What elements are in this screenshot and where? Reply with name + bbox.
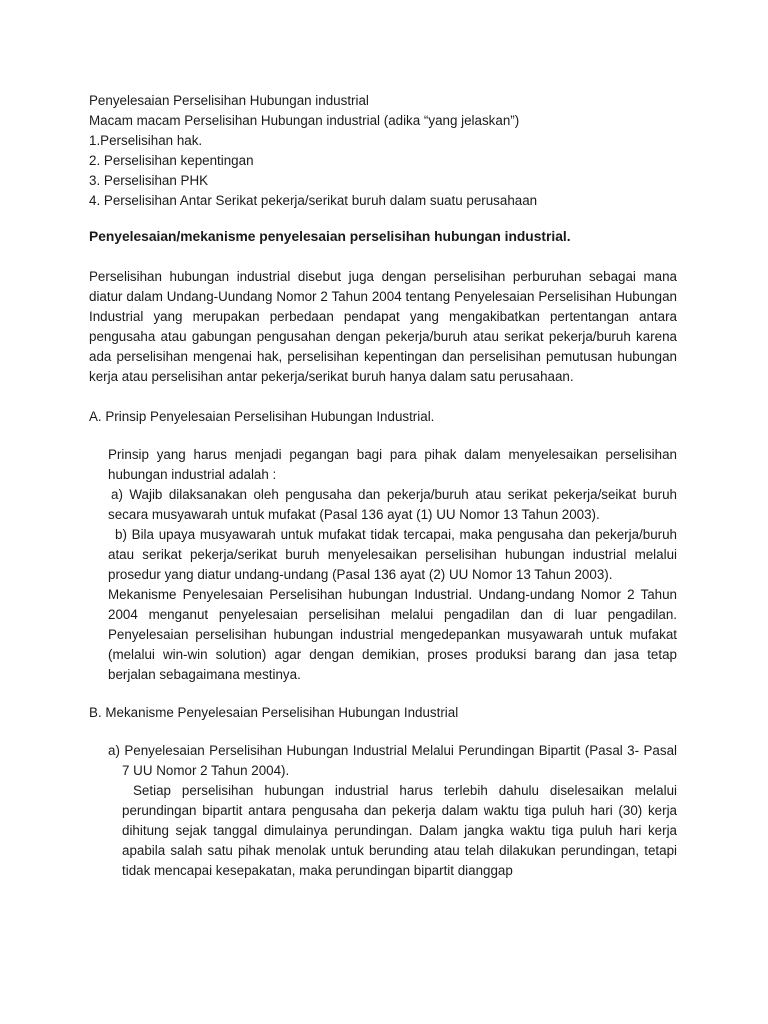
section-a-item-a: a) Wajib dilaksanakan oleh pengusaha dan pekerja/buruh atau serikat pekerja/seikat buruh secara musyawarah untuk mufakat (Pasal 136 ayat (1) UU Nomor 13 Tahun 2003). <box>108 487 677 522</box>
section-b-body <box>108 741 677 881</box>
section-a-intro: Prinsip yang harus menjadi pegangan bagi para pihak dalam menyelesaikan perselisihan hubungan industrial adalah : <box>108 447 677 482</box>
list-item: 2. Perselisihan kepentingan <box>89 153 254 168</box>
document-title: Penyelesaian Perselisihan Hubungan industrial <box>89 93 369 108</box>
section-heading: Penyelesaian/mekanisme penyelesaian perselisihan hubungan industrial. <box>89 229 571 244</box>
section-b-item-a-body: Setiap perselisihan hubungan industrial harus terlebih dahulu diselesaikan melalui perundingan bipartit antara pengusaha dan pekerja dalam waktu tiga puluh hari (30) kerja dihitung sejak tanggal dimulainya perundingan. Dalam jangka waktu tiga puluh hari kerja apabila salah satu pihak menolak untuk berunding atau telah dilakukan perundingan, tetapi tidak mencapai kesepakatan, maka perundingan bipartit dianggap <box>122 783 677 878</box>
list-item: 1.Perselisihan hak. <box>89 133 203 148</box>
list-item: 4. Perselisihan Antar Serikat pekerja/serikat buruh dalam suatu perusahaan <box>89 193 538 208</box>
section-a-item-b: b) Bila upaya musyawarah untuk mufakat tidak tercapai, maka pengusaha dan pekerja/buruh atau serikat pekerja/serikat buruh menyelesaikan perselisihan hubungan industrial melalui prosedur yang diatur undang-undang (Pasal 136 ayat (2) UU Nomor 13 Tahun 2003). <box>108 527 677 582</box>
section-a-title: A. Prinsip Penyelesaian Perselisihan Hubungan Industrial. <box>89 409 435 424</box>
list-item: 3. Perselisihan PHK <box>89 173 209 188</box>
section-b-title: B. Mekanisme Penyelesaian Perselisihan Hubungan Industrial <box>89 705 459 720</box>
section-a-closing: Mekanisme Penyelesaian Perselisihan hubungan Industrial. Undang-undang Nomor 2 Tahun 2004 menganut penyelesaian perselisihan melalui pengadilan dan di luar pengadilan. Penyelesaian perselisihan hubungan industrial mengedepankan musyawarah untuk mufakat (melalui win-win solution) agar dengan demikian, proses produksi barang dan jasa tetap berjalan sebagaimana mestinya. <box>108 587 677 682</box>
intro-paragraph: Perselisihan hubungan industrial disebut juga dengan perselisihan perburuhan sebagai mana diatur dalam Undang-Uundang Nomor 2 Tahun 2004 tentang Penyelesaian Perselisihan Hubungan Industrial yang merupakan perbedaan pendapat yang mengakibatkan pertentangan antara pengusaha atau gabungan pengusahan dengan pekerja/buruh atau serikat pekerja/buruh karena ada perselisihan mengenai hak, perselisihan kepentingan dan perselisihan pemutusan hubungan kerja atau perselisihan antar pekerja/serikat buruh hanya dalam satu perusahaan. <box>89 269 677 384</box>
section-b-item-a-title: a) Penyelesaian Perselisihan Hubungan Industrial Melalui Perundingan Bipartit (Pasal 3- Pasal 7 UU Nomor 2 Tahun 2004). <box>108 743 677 778</box>
section-a-body <box>108 445 677 685</box>
document-subtitle: Macam macam Perselisihan Hubungan industrial (adika “yang jelaskan”) <box>89 113 520 128</box>
document-page <box>89 91 677 881</box>
